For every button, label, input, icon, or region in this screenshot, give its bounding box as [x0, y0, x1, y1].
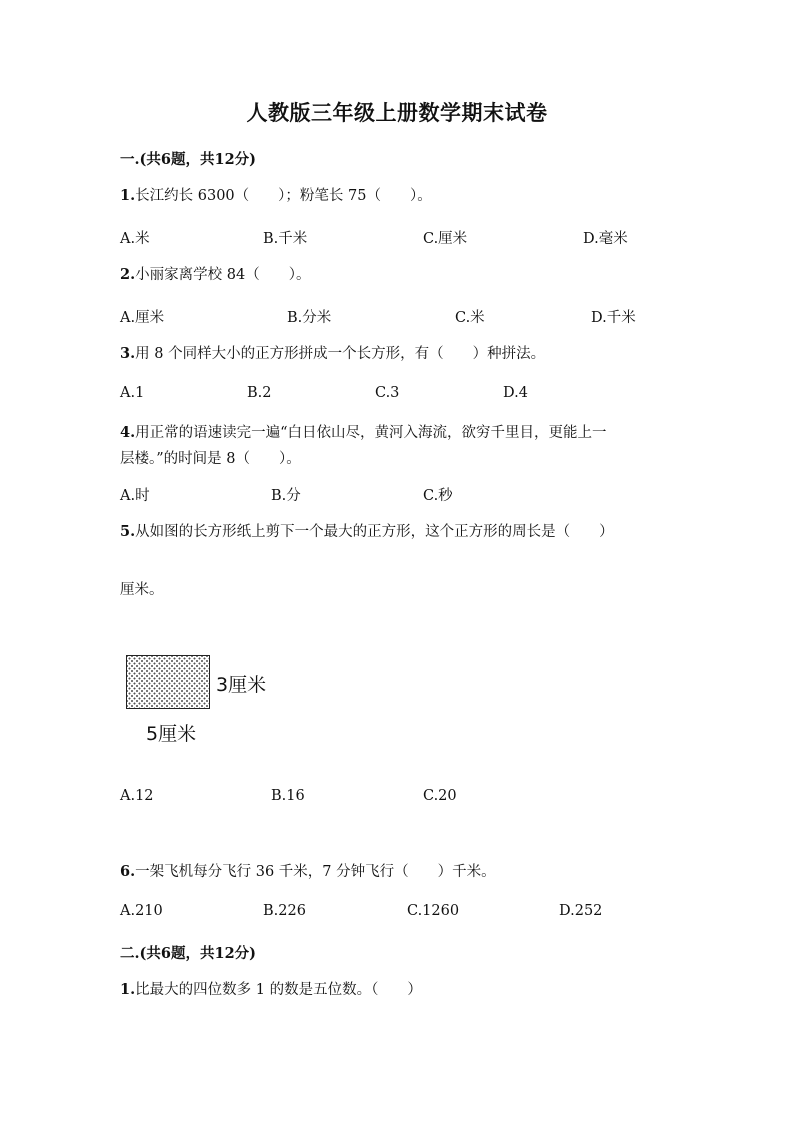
- option-a[interactable]: A.米: [120, 231, 150, 247]
- question-4-options: [120, 484, 680, 506]
- option-a[interactable]: A.1: [120, 385, 145, 401]
- width-label: 5厘米: [146, 723, 197, 745]
- option-c[interactable]: C.1260: [407, 903, 460, 919]
- part2-question-1: [120, 977, 422, 1003]
- question-number: 1.: [120, 981, 136, 998]
- question-2: [120, 262, 310, 288]
- question-number: 1.: [120, 187, 136, 204]
- question-text-line-2: 层楼。”的时间是 8（ ）。: [120, 451, 301, 467]
- question-text: 长江约长 6300（ ）；粉笔长 75（ ）。: [135, 188, 432, 204]
- question-number: 5.: [120, 523, 136, 540]
- option-a[interactable]: A.厘米: [120, 310, 165, 326]
- option-a[interactable]: A.210: [120, 903, 163, 919]
- option-c[interactable]: C.厘米: [423, 231, 468, 247]
- question-5-text-line-2: 厘米。: [120, 582, 164, 598]
- question-5: [120, 519, 614, 545]
- question-text: 一架飞机每分飞行 36 千米，7 分钟飞行（ ）千米。: [135, 864, 496, 880]
- option-b[interactable]: B.226: [263, 903, 306, 919]
- option-c[interactable]: C.秒: [423, 488, 453, 504]
- question-6: [120, 859, 496, 885]
- question-text: 小丽家离学校 84（ ）。: [135, 267, 311, 283]
- option-d[interactable]: D.4: [503, 385, 528, 401]
- option-b[interactable]: B.千米: [263, 231, 308, 247]
- question-text: 用 8 个同样大小的正方形拼成一个长方形，有（ ）种拼法。: [135, 346, 546, 362]
- section-2-heading: 二.(共6题，共12分): [120, 945, 257, 962]
- question-3-options: [120, 385, 680, 407]
- option-d[interactable]: D.千米: [591, 310, 636, 326]
- option-b[interactable]: B.分: [271, 488, 301, 504]
- option-c[interactable]: C.米: [455, 310, 485, 326]
- question-3: [120, 341, 545, 367]
- option-c[interactable]: C.3: [375, 385, 400, 401]
- option-a[interactable]: A.时: [120, 488, 150, 504]
- question-6-options: [120, 903, 680, 925]
- section-1-heading: 一.(共6题，共12分): [120, 151, 257, 168]
- option-b[interactable]: B.2: [247, 385, 272, 401]
- question-2-options: [120, 306, 680, 328]
- height-label: 3厘米: [216, 674, 267, 696]
- question-number: 2.: [120, 266, 136, 283]
- question-1: [120, 183, 432, 209]
- dotted-rectangle: [126, 655, 210, 709]
- question-text: 比最大的四位数多 1 的数是五位数。（ ）: [135, 982, 422, 998]
- option-b[interactable]: B.16: [271, 788, 305, 804]
- question-number: 3.: [120, 345, 136, 362]
- question-text-line-1: 用正常的语速读完一遍“白日依山尽，黄河入海流，欲穷千里目，更能上一: [135, 425, 607, 441]
- question-1-options: [120, 227, 680, 249]
- option-b[interactable]: B.分米: [287, 310, 332, 326]
- question-number: 6.: [120, 863, 136, 880]
- option-a[interactable]: A.12: [120, 788, 154, 804]
- option-d[interactable]: D.毫米: [583, 231, 628, 247]
- rectangle-figure: [126, 655, 326, 745]
- question-4: [120, 420, 607, 472]
- option-d[interactable]: D.252: [559, 903, 603, 919]
- option-c[interactable]: C.20: [423, 788, 457, 804]
- question-text-line-1: 从如图的长方形纸上剪下一个最大的正方形，这个正方形的周长是（ ）: [135, 524, 614, 540]
- question-number: 4.: [120, 424, 136, 441]
- page-title: 人教版三年级上册数学期末试卷: [246, 100, 548, 125]
- question-5-options: [120, 788, 680, 810]
